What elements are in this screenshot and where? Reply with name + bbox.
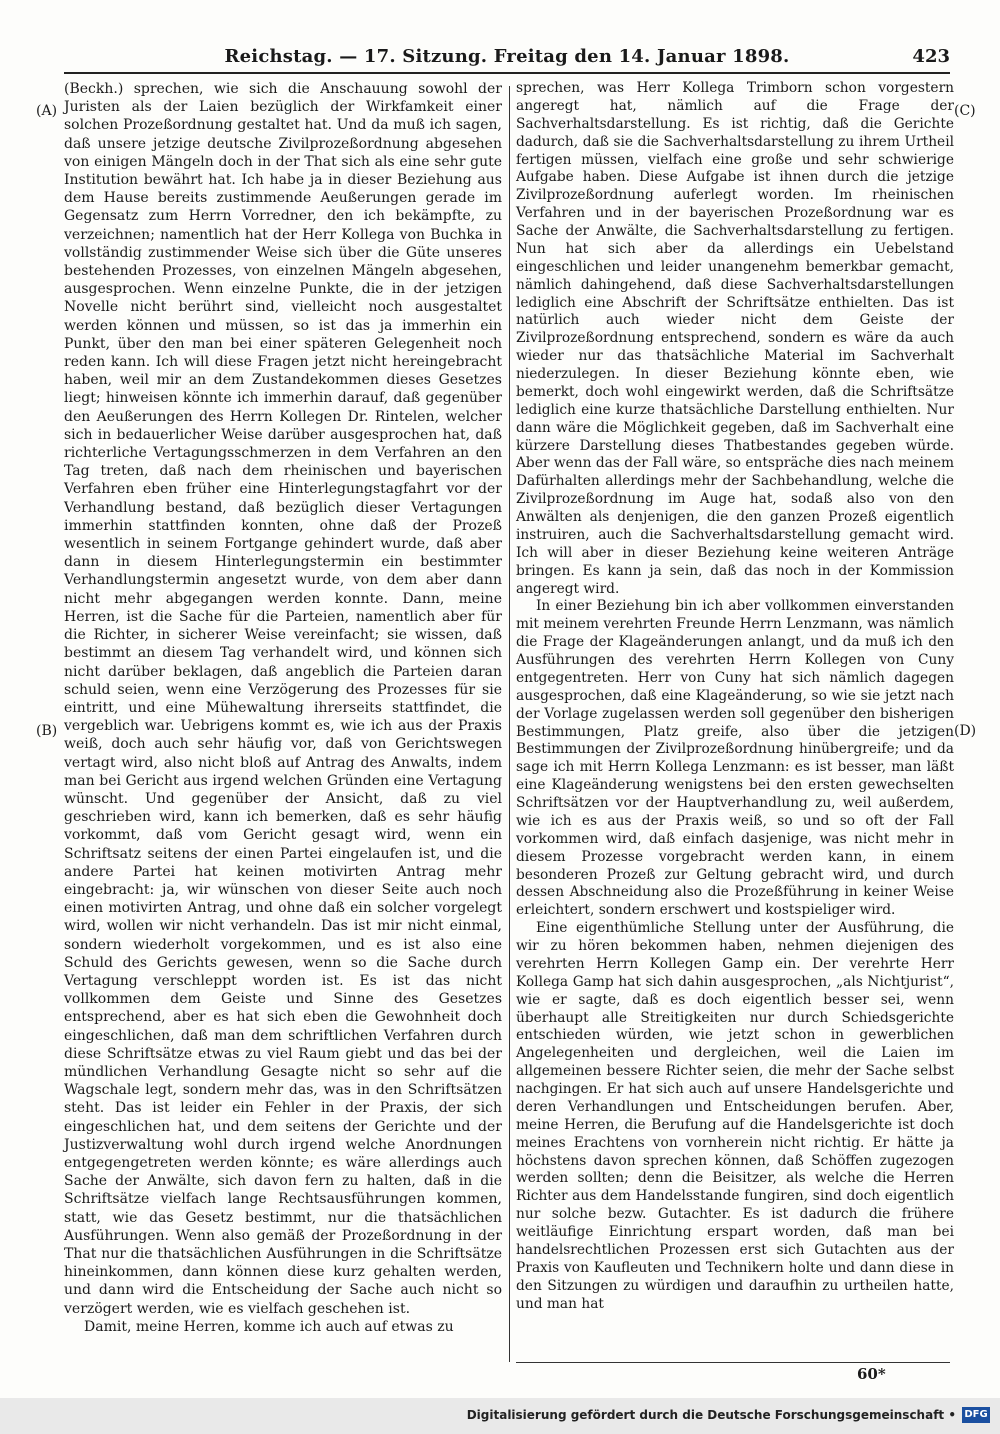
margin-marker-a: (A) — [36, 103, 58, 119]
right-paragraph-2: In einer Beziehung bin ich aber vollkommen einverstanden mit meinem verehrten Freunde Herrn Lenzmann, was nämlich die Frage der Klageänderungen anlangt, und da muß ich den Ausführungen des verehrten Herrn Kollegen von Cuny entgegentreten. Herr von Cuny hat sich nämlich dagegen ausgesprochen, daß eine Klageänderung, so wie sie jetzt nach der Vorlage zugelassen werden soll gegenüber den bisherigen Bestimmungen, Platz greife, also über die jetzigen Bestimmungen der Zivilprozeßordnung hinübergreife; und da sage ich mit Herrn Kollega Lenzmann: es ist besser, man läßt eine Klageänderung wenigstens bei den ersten gewechselten Schriftsätzen vor der Hauptverhandlung zu, weil außerdem, wie ich es aus der Praxis weiß, so und so oft der Fall vorkommen wird, daß einfach dasjenige, was nicht mehr in diesem Prozesse vorgebracht werden kann, in einem besonderen Prozeß zur Geltung gebracht wird, und durch dessen Abschneidung also die Prozeßführung in keiner Weise erleichtert, sondern erschwert und kostspieliger wird. — [516, 598, 954, 919]
margin-marker-b: (B) — [36, 723, 58, 739]
dfg-logo-text: DFG — [964, 1409, 988, 1420]
right-paragraph-3: Eine eigenthümliche Stellung unter der Ausführung, die wir zu hören bekommen haben, nehmen diejenigen des verehrten Herrn Kollegen Gamp ein. Der verehrte Herr Kollega Gamp hat sich dahin ausgesprochen, „als Nichtjurist“, wie er sagte, daß es doch eigentlich besser sei, wenn überhaupt alle Streitigkeiten nur durch Schiedsgerichte entschieden würden, wie jetzt schon in gewerblichen Angelegenheiten und dergleichen, weil die Laien im allgemeinen bessere Richter seien, die mehr der Sache selbst nachgingen. Er hat sich auch auf unsere Handelsgerichte und deren Verhandlungen und Entscheidungen berufen. Aber, meine Herren, die Berufung auf die Handelsgerichte ist doch meines Erachtens von vornherein nicht richtig. Er hätte ja höchstens davon sprechen können, daß Schöffen zugezogen werden sollten; denn die Beisitzer, als welche die Herren Richter aus dem Handelsstande fungiren, sind doch eigentlich nur solche bezw. Gutachter. Es ist dadurch die frühere weitläufige Einrichtung erspart worden, daß man bei handelsrechtlichen Prozessen erst sich Gutachten aus der Praxis von Kaufleuten und Technikern holte und dann diese in den Sitzungen zu würdigen und daraufhin zu urtheilen hatte, und man hat — [516, 920, 954, 1312]
left-paragraph-2: Damit, meine Herren, komme ich auch auf etwas zu — [84, 1318, 454, 1335]
right-column — [516, 80, 954, 1313]
margin-marker-c: (C) — [954, 103, 976, 119]
running-title: Reichstag. — 17. Sitzung. Freitag den 14. Januar 1898. — [224, 46, 790, 67]
margin-marker-d: (D) — [954, 723, 977, 739]
signature-mark: 60* — [857, 1365, 886, 1383]
right-paragraph-1: sprechen, was Herr Kollega Trimborn schon vorgestern angeregt hat, nämlich auf die Frage der Sachverhaltsdarstellung. Es ist richtig, daß die Gerichte dadurch, daß sie die Sachverhaltsdarstellung zu ihrem Urtheil fertigen müssen, vielfach eine große und sehr schwierige Aufgabe haben. Diese Aufgabe ist ihnen durch die jetzige Zivilprozeßordnung auferlegt worden. Im rheinischen Verfahren und in der bayerischen Prozeßordnung war es Sache der Anwälte, die Sachverhaltsdarstellung zu fertigen. Nun hat sich aber da allerdings ein Uebelstand eingeschlichen und leider unangenehm bemerkbar gemacht, nämlich dahingehend, daß diese Sachverhaltsdarstellungen lediglich eine Abschrift der Schriftsätze enthielten. Das ist natürlich auch wieder nicht dem Geiste der Zivilprozeßordnung entsprechend, sondern es wäre da auch wieder nur das thatsächliche Material im Sachverhalt niederzulegen. In dieser Beziehung könnte eben, wie bemerkt, doch wohl eingewirkt werden, daß die Schriftsätze lediglich eine kurze thatsächliche Darstellung enthielten. Nur dann wäre die Möglichkeit gegeben, daß im Sachverhalt eine kürzere Darstellung dieses Thatbestandes gegeben würde. Aber wenn das der Fall wäre, so entspräche dies nach meinem Dafürhalten allerdings mehr der Sachbehandlung, welche die Zivilprozeßordnung im Auge hat, sodaß also von den Anwälten als denjenigen, die den ganzen Prozeß eigentlich instruiren, auch die Sachverhaltsdarstellung gemacht wird. Ich will aber in dieser Beziehung keine weiteren Anträge bringen. Es kann ja sein, daß das noch in der Kommission angeregt wird. — [516, 80, 954, 597]
funding-credit: Digitalisierung gefördert durch die Deutsche Forschungsgemeinschaft • — [466, 1408, 956, 1422]
page-number: 423 — [912, 46, 950, 67]
dfg-logo-icon — [962, 1407, 990, 1423]
header-rule — [64, 72, 950, 74]
footer-bar — [0, 1398, 1000, 1434]
left-column — [64, 80, 502, 1336]
column-divider — [509, 86, 510, 1362]
left-paragraph-1: (Beckh.) sprechen, wie sich die Anschauung sowohl der Juristen als der Laien bezüglich der Wirkfamkeit einer solchen Prozeßordnung gestaltet hat. Und da muß ich sagen, daß unsere jetzige deutsche Zivilprozeßordnung abgesehen von einigen Mängeln doch in der That sich als eine sehr gute Institution bewährt hat. Ich habe ja in dieser Beziehung aus dem Hause bereits zustimmende Aeußerungen gerade im Gegensatz zum Herrn Vorredner, den ich bekämpfte, zu verzeichnen; namentlich hat der Herr Kollega von Buchka in vollständig zustimmender Weise sich über die Güte unseres bestehenden Prozesses, von einzelnen Mängeln abgesehen, ausgesprochen. Wenn einzelne Punkte, die in der jetzigen Novelle nicht berührt sind, vielleicht noch ausgestaltet werden können und müssen, so ist das ja immerhin ein Punkt, über den man bei einer späteren Gelegenheit noch reden kann. Ich will diese Fragen jetzt nicht hereingebracht haben, weil mir an dem Zustandekommen dieses Gesetzes liegt; hinweisen könnte ich immerhin darauf, daß gegenüber den Aeußerungen des Herrn Kollegen Dr. Rintelen, welcher sich in bedauerlicher Weise darüber ausgesprochen hat, daß richterliche Vertagungsschmerzen in dem Verfahren an den Tag treten, daß nach dem rheinischen und bayerischen Verfahren eben früher eine Hinterlegungstagfahrt vor der Verhandlung bestand, daß bezüglich dieser Vertagungen immerhin stattfinden konnten, ohne daß der Prozeß wesentlich in seinem Fortgange gehindert wurde, daß aber dann in diesem Hinterlegungstermin ein bestimmter Verhandlungstermin angesetzt wurde, von dem aber dann nicht mehr abgegangen werden konnte. Dann, meine Herren, ist die Sache für die Parteien, namentlich aber für die Richter, in sicherer Weise vereinfacht; sie wissen, daß bestimmt an diesem Tag verhandelt wird, und können sich nicht darüber beklagen, daß angeblich die Parteien daran schuld seien, wenn eine Verzögerung des Prozesses für sie eintritt, und eine Mühewaltung ihrerseits stattfindet, die vergeblich war. Uebrigens kommt es, wie ich aus der Praxis weiß, doch auch sehr häufig vor, daß von Gerichtswegen vertagt wird, also nicht bloß auf Antrag des Anwalts, indem man bei Gericht aus irgend welchen Gründen eine Vertagung wünscht. Und gegenüber der Ansicht, daß zu viel geschrieben wird, kann ich bemerken, daß es sehr häufig vorkommt, daß vom Gericht gesagt wird, wenn ein Schriftsatz seitens der einen Partei eingelaufen ist, und die andere Partei hat keinen motivirten Antrag mehr eingebracht: ja, wir wünschen von dieser Seite auch noch einen motivirten Antrag, und ohne daß ein solcher vorgelegt wird, wollen wir nicht verhandeln. Das ist mir nicht einmal, sondern wiederholt vorgekommen, und es ist also eine Schuld des Gerichts gewesen, wenn so die Sache durch Vertagung verschleppt worden ist. Es ist das nicht vollkommen dem Geiste und Sinne des Gesetzes entsprechend, aber es hat sich eben die Gewohnheit doch eingeschlichen, daß man dem schriftlichen Verfahren durch diese Schriftsätze etwas zu viel Raum giebt und das bei der mündlichen Verhandlung Gesagte nicht so sehr auf die Wagschale legt, sondern mehr das, was in den Schriftsätzen steht. Das ist leider ein Fehler in der Praxis, der sich eingeschlichen hat, und dem seitens der Gerichte und der Justizverwaltung wohl durch irgend welche Anordnungen entgegengetreten werden könnte; es wäre allerdings auch Sache der Anwälte, sich davon fern zu halten, daß in die Schriftsätze vielfach lange Rechtsausführungen kommen, statt, wie das Gesetz bestimmt, nur die thatsächlichen Ausführungen. Wenn also gemäß der Prozeßordnung in der That nur die thatsächlichen Ausführungen in die Schriftsätze hineinkommen, dann können diese kurz gehalten werden, und dann wird die Entscheidung der Sache auch nicht so verzögert werden, wie es vielfach geschehen ist. — [64, 81, 502, 1317]
column-end-rule — [516, 1362, 950, 1363]
